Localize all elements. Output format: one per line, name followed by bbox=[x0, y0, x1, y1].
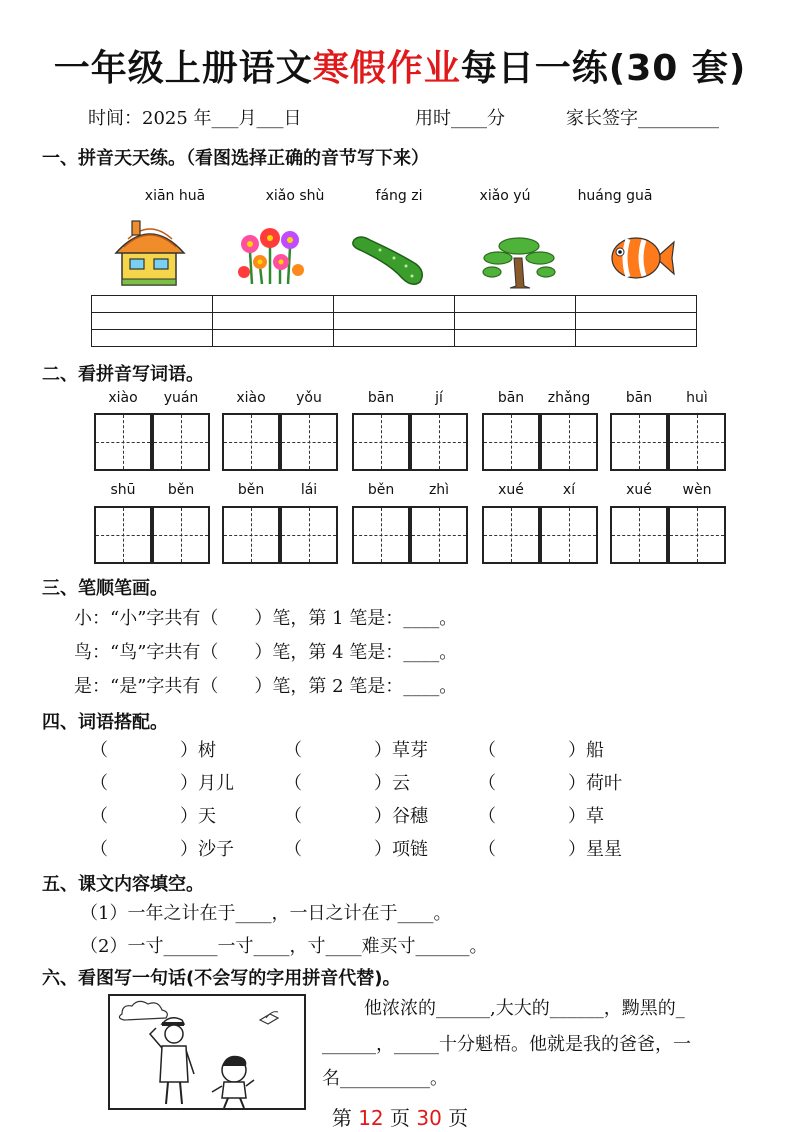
footer-prefix: 第 bbox=[331, 1106, 359, 1130]
fish-image bbox=[608, 230, 676, 286]
answer-cell[interactable] bbox=[455, 296, 576, 313]
fill-blank-line: （2）一寸______一寸____，寸____难买寸______。 bbox=[80, 936, 488, 957]
stroke-question: 鸟：“鸟”字共有（ ）笔，第 4 笔是：____。 bbox=[74, 642, 458, 663]
writing-box[interactable] bbox=[222, 413, 280, 471]
pinyin-label: xiào bbox=[108, 390, 138, 406]
father-son-illustration bbox=[108, 994, 306, 1110]
writing-box[interactable] bbox=[410, 506, 468, 564]
page-footer bbox=[0, 1102, 800, 1131]
pinyin-label: shū bbox=[110, 482, 136, 498]
pinyin-label: wèn bbox=[682, 482, 712, 498]
pinyin-label: zhì bbox=[428, 482, 450, 498]
answer-cell[interactable] bbox=[455, 313, 576, 330]
sentence-line: ______，_____十分魁梧。他就是我的爸爸，一 bbox=[322, 1034, 691, 1055]
stroke-question: 小：“小”字共有（ ）笔，第 1 笔是：____。 bbox=[74, 608, 458, 629]
writing-box[interactable] bbox=[540, 413, 598, 471]
match-item: （ ）谷穗 bbox=[284, 806, 428, 827]
section-5-heading: 五、课文内容填空。 bbox=[42, 874, 204, 895]
answer-cell[interactable] bbox=[576, 313, 697, 330]
house-image bbox=[112, 213, 188, 289]
section-3-heading: 三、笔顺笔画。 bbox=[42, 578, 168, 599]
pinyin-label: fáng zi bbox=[375, 188, 423, 204]
writing-box[interactable] bbox=[152, 413, 210, 471]
writing-box[interactable] bbox=[280, 413, 338, 471]
writing-box[interactable] bbox=[668, 506, 726, 564]
pinyin-label: běn bbox=[367, 482, 395, 498]
match-item: （ ）草芽 bbox=[284, 740, 428, 761]
writing-box[interactable] bbox=[280, 506, 338, 564]
match-item: （ ）沙子 bbox=[90, 839, 234, 860]
total-page-number: 30 bbox=[416, 1106, 442, 1130]
pinyin-label: xí bbox=[562, 482, 576, 498]
answer-cell[interactable] bbox=[334, 313, 455, 330]
pinyin-label: bān bbox=[367, 390, 395, 406]
title-highlight: 寒假作业 bbox=[312, 48, 461, 89]
answer-cell[interactable] bbox=[334, 296, 455, 313]
pinyin-label: zhǎng bbox=[547, 390, 591, 406]
pinyin-label: bān bbox=[497, 390, 525, 406]
parent-signature-field: 家长签字_________ bbox=[566, 108, 719, 129]
writing-box[interactable] bbox=[94, 413, 152, 471]
match-item: （ ）项链 bbox=[284, 839, 428, 860]
pinyin-label: bān bbox=[625, 390, 653, 406]
writing-box[interactable] bbox=[94, 506, 152, 564]
footer-middle: 页 bbox=[383, 1106, 417, 1130]
pinyin-label: jí bbox=[435, 390, 443, 406]
answer-cell[interactable] bbox=[213, 330, 334, 347]
stroke-question: 是：“是”字共有（ ）笔，第 2 笔是：____。 bbox=[74, 676, 458, 697]
match-item: （ ）荷叶 bbox=[478, 773, 622, 794]
pinyin-label: běn bbox=[167, 482, 195, 498]
cucumber-image bbox=[350, 230, 430, 288]
match-item: （ ）星星 bbox=[478, 839, 622, 860]
pinyin-label: xué bbox=[498, 482, 524, 498]
pinyin-label: xué bbox=[626, 482, 652, 498]
pinyin-label: huáng guā bbox=[577, 188, 653, 204]
answer-cell[interactable] bbox=[92, 313, 213, 330]
writing-box[interactable] bbox=[152, 506, 210, 564]
pinyin-label: xiǎo yú bbox=[479, 188, 531, 204]
section-6-heading: 六、看图写一句话(不会写的字用拼音代替)。 bbox=[42, 968, 401, 989]
title-prefix: 一年级上册语文 bbox=[53, 48, 313, 89]
pinyin-label: běn bbox=[237, 482, 265, 498]
writing-box[interactable] bbox=[482, 506, 540, 564]
answer-cell[interactable] bbox=[455, 330, 576, 347]
answer-cell[interactable] bbox=[576, 330, 697, 347]
match-item: （ ）树 bbox=[90, 740, 216, 761]
section-4-heading: 四、词语搭配。 bbox=[42, 712, 168, 733]
writing-box[interactable] bbox=[410, 413, 468, 471]
writing-box[interactable] bbox=[482, 413, 540, 471]
answer-cell[interactable] bbox=[576, 296, 697, 313]
pinyin-label: yuán bbox=[163, 390, 199, 406]
answer-cell[interactable] bbox=[213, 296, 334, 313]
page-title bbox=[0, 40, 800, 91]
sentence-line: 他浓浓的______,大大的______，黝黑的_ bbox=[364, 998, 685, 1019]
title-suffix: 每日一练(30 套) bbox=[460, 48, 747, 89]
match-item: （ ）云 bbox=[284, 773, 410, 794]
date-field: 时间：2025 年___月___日 bbox=[88, 108, 302, 129]
pinyin-label: lái bbox=[300, 482, 318, 498]
match-item: （ ）船 bbox=[478, 740, 604, 761]
pinyin-label: xiān huā bbox=[144, 188, 206, 204]
duration-field: 用时____分 bbox=[415, 108, 505, 129]
flowers-image bbox=[236, 222, 306, 288]
match-item: （ ）天 bbox=[90, 806, 216, 827]
writing-box[interactable] bbox=[668, 413, 726, 471]
section-1-heading: 一、拼音天天练。（看图选择正确的音节写下来） bbox=[42, 148, 429, 169]
writing-box[interactable] bbox=[610, 506, 668, 564]
answer-cell[interactable] bbox=[92, 296, 213, 313]
pinyin-label: yǒu bbox=[296, 390, 322, 406]
answer-grid[interactable] bbox=[91, 295, 697, 347]
writing-box[interactable] bbox=[222, 506, 280, 564]
answer-cell[interactable] bbox=[213, 313, 334, 330]
writing-box[interactable] bbox=[352, 413, 410, 471]
pinyin-label: huì bbox=[686, 390, 708, 406]
sentence-line: 名__________。 bbox=[322, 1068, 448, 1089]
pinyin-label: xiào bbox=[236, 390, 266, 406]
current-page-number: 12 bbox=[358, 1106, 384, 1130]
pinyin-label: xiǎo shù bbox=[265, 188, 325, 204]
answer-cell[interactable] bbox=[92, 330, 213, 347]
answer-cell[interactable] bbox=[334, 330, 455, 347]
footer-suffix: 页 bbox=[441, 1106, 469, 1130]
match-item: （ ）草 bbox=[478, 806, 604, 827]
writing-box[interactable] bbox=[352, 506, 410, 564]
writing-box[interactable] bbox=[610, 413, 668, 471]
tree-image bbox=[482, 234, 556, 290]
fill-blank-line: （1）一年之计在于____，一日之计在于____。 bbox=[80, 903, 452, 924]
section-2-heading: 二、看拼音写词语。 bbox=[42, 364, 204, 385]
writing-box[interactable] bbox=[540, 506, 598, 564]
match-item: （ ）月儿 bbox=[90, 773, 234, 794]
